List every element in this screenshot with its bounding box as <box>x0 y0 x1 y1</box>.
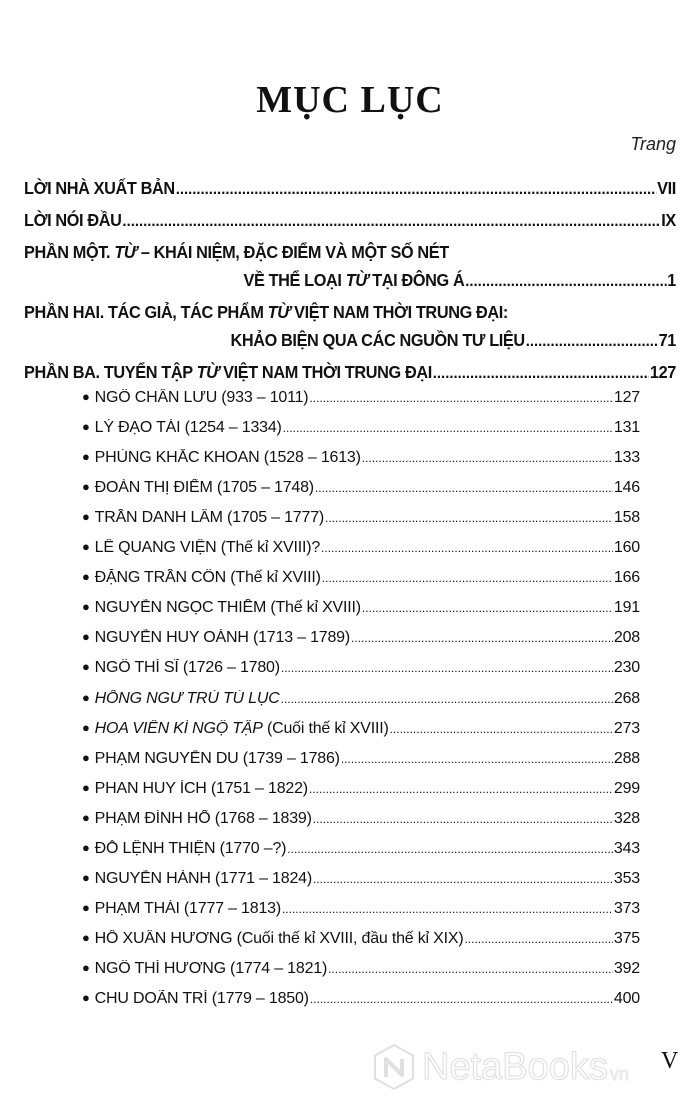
bullet-icon: ● <box>82 599 90 615</box>
toc-entry-label <box>82 479 314 497</box>
toc-entry-name: PHẠM NGUYỄN DU (1739 – 1786) <box>94 749 340 767</box>
toc-entry-name: PHÙNG KHẮC KHOAN (1528 – 1613) <box>94 449 361 467</box>
toc-page-number: 353 <box>613 869 640 887</box>
toc-entry-name: NGUYỄN HUY OÁNH (1713 – 1789) <box>94 629 350 647</box>
bullet-icon: ● <box>82 929 90 945</box>
dot-leader <box>176 181 656 199</box>
toc-page-number: 343 <box>613 839 640 857</box>
toc-entry-name: NGUYỄN NGỌC THIỀM (Thế kỉ XVIII) <box>94 599 361 617</box>
toc-entry-label <box>82 960 327 978</box>
toc-page-number: 208 <box>613 629 640 647</box>
dot-leader <box>313 812 613 826</box>
toc-page-number: 273 <box>613 719 640 737</box>
toc-section-italic-term: TỪ <box>114 242 137 262</box>
dot-leader <box>351 631 613 645</box>
toc-section-label: PHẦN MỘT. <box>24 242 115 262</box>
toc-section-label: VIỆT NAM THỜI TRUNG ĐẠI: <box>290 302 508 322</box>
toc-entry[interactable] <box>82 840 640 858</box>
toc-page-number: 1 <box>667 270 676 290</box>
toc-section-part-two-line2[interactable] <box>24 330 676 351</box>
toc-entry[interactable] <box>82 539 640 557</box>
toc-page-number: 288 <box>613 749 640 767</box>
bullet-icon: ● <box>82 869 90 885</box>
bullet-icon: ● <box>82 479 90 495</box>
bullet-icon: ● <box>82 899 90 915</box>
bullet-icon: ● <box>82 659 90 675</box>
page-title: MỤC LỤC <box>256 79 444 121</box>
toc-entry-name: TRẦN DANH LÂM (1705 – 1777) <box>94 509 325 527</box>
toc-entry[interactable] <box>82 659 640 677</box>
toc-section-label-text: TẠI ĐÔNG Á <box>368 270 465 290</box>
toc-entry-label <box>82 449 361 467</box>
dot-leader <box>526 333 658 351</box>
toc-entry[interactable] <box>82 870 640 888</box>
dot-leader <box>281 692 613 706</box>
toc-entry-label <box>82 419 282 437</box>
toc-section-part-one-line2[interactable] <box>24 270 676 291</box>
toc-entry-label <box>82 659 280 677</box>
dot-leader <box>122 213 660 231</box>
toc-section-part-two-line1[interactable] <box>24 302 508 323</box>
toc-entry-label <box>82 780 308 798</box>
dot-leader <box>322 571 613 585</box>
dot-leader <box>328 962 613 976</box>
toc-entry[interactable] <box>82 750 640 768</box>
bullet-icon: ● <box>82 539 90 555</box>
dot-leader <box>315 481 613 495</box>
toc-section-label <box>24 362 432 383</box>
watermark-brand: NetaBooks <box>422 1045 608 1088</box>
dot-leader <box>309 391 612 405</box>
toc-entry[interactable] <box>82 690 640 708</box>
toc-entry-label <box>82 720 389 738</box>
toc-entry-name: LÊ QUANG VIỆN (Thế kỉ XVIII)? <box>94 539 321 557</box>
toc-page-number: 127 <box>649 362 676 382</box>
toc-section-label: KHẢO BIỆN QUA CÁC NGUỒN TƯ LIỆU <box>230 330 525 350</box>
dot-leader <box>281 661 613 675</box>
toc-entry[interactable] <box>82 449 640 467</box>
dot-leader <box>362 451 613 465</box>
bullet-icon: ● <box>82 509 90 525</box>
toc-page-number: 146 <box>613 479 640 497</box>
watermark <box>372 1043 629 1091</box>
toc-section-italic-term: TỪ <box>345 270 369 290</box>
toc-entry[interactable] <box>82 720 640 738</box>
toc-entry-name: ĐẶNG TRẦN CÔN (Thế kỉ XVIII) <box>94 569 321 587</box>
toc-entry[interactable] <box>82 810 640 828</box>
bullet-icon: ● <box>82 990 90 1005</box>
toc-entry[interactable] <box>82 629 640 647</box>
toc-entry-name: ĐỖ LỆNH THIỆN (1770 –?) <box>94 839 287 857</box>
toc-section-label: LỜI NÓI ĐẦU <box>24 210 122 230</box>
toc-entry-label <box>82 599 361 617</box>
page-number: V <box>661 1048 679 1074</box>
toc-page-number: 131 <box>613 419 640 437</box>
dot-leader <box>313 872 613 886</box>
toc-entry-label <box>82 509 324 527</box>
toc-entry-name: HỒ XUÂN HƯƠNG (Cuối thế kỉ XVIII, đầu thế kỉ XIX) <box>94 929 464 947</box>
toc-section-italic-term: TỪ <box>196 362 219 382</box>
toc-entry-label <box>82 810 312 828</box>
toc-page-number: VII <box>657 178 676 198</box>
dot-leader <box>325 511 613 525</box>
bullet-icon: ● <box>82 809 90 825</box>
bullet-icon: ● <box>82 629 90 645</box>
toc-section-label: – KHÁI NIỆM, ĐẶC ĐIỂM VÀ MỘT SỐ NÉT <box>136 242 449 262</box>
dot-leader <box>309 782 613 796</box>
bullet-icon: ● <box>82 959 90 975</box>
toc-entry-name: LÝ ĐẠO TÁI (1254 – 1334) <box>94 419 282 437</box>
toc-entry-name: (Cuối thế kỉ XVIII) <box>262 719 389 737</box>
netabooks-hex-logo-icon <box>372 1043 416 1091</box>
toc-section-label-text: PHẦN BA. TUYỂN TẬP <box>24 362 197 382</box>
toc-entry[interactable] <box>82 780 640 798</box>
bullet-icon: ● <box>82 779 90 795</box>
toc-page-number: 400 <box>613 990 640 1007</box>
toc-section-part-one-line1[interactable] <box>24 242 449 263</box>
toc-page-number: 373 <box>613 899 640 917</box>
toc-entry-label <box>82 750 340 768</box>
toc-entry-name: PHẠM THÁI (1777 – 1813) <box>94 899 281 917</box>
toc-page-number: 127 <box>613 389 640 406</box>
toc-page-number: 133 <box>613 449 640 467</box>
toc-section-publisher-note[interactable] <box>24 178 676 199</box>
dot-leader <box>465 273 666 291</box>
dot-leader <box>341 752 613 766</box>
toc-section-label: LỜI NHÀ XUẤT BẢN <box>24 178 175 198</box>
page-column-label: Trang <box>630 134 676 154</box>
toc-entry[interactable] <box>82 419 640 437</box>
toc-entry-name: PHẠM ĐÌNH HỔ (1768 – 1839) <box>94 809 312 827</box>
bullet-icon: ● <box>82 449 90 465</box>
toc-entry-name: CHU DOÃN TRÍ (1779 – 1850) <box>94 990 309 1007</box>
watermark-suffix: vn <box>609 1063 629 1084</box>
dot-leader <box>321 541 613 555</box>
toc-section-label-text: VỀ THỂ LOẠI <box>243 270 346 290</box>
toc-entry[interactable] <box>82 599 640 617</box>
toc-page-number: 158 <box>613 509 640 527</box>
bullet-icon: ● <box>82 749 90 765</box>
dot-leader <box>433 365 649 383</box>
toc-entry[interactable] <box>82 569 640 587</box>
toc-entry-label <box>82 870 312 888</box>
toc-page-number: 230 <box>613 659 640 677</box>
toc-section-italic-term: TỪ <box>267 302 291 322</box>
toc-page-number: IX <box>661 210 676 230</box>
toc-entry[interactable] <box>82 990 640 1008</box>
toc-entry-label <box>82 569 321 587</box>
toc-entry-label <box>82 840 286 858</box>
toc-page-number: 191 <box>613 599 640 617</box>
toc-section-label-text: VIỆT NAM THỜI TRUNG ĐẠI <box>218 362 432 382</box>
toc-entry[interactable] <box>82 509 640 527</box>
toc-page-number: 160 <box>613 539 640 557</box>
dot-leader <box>287 842 613 856</box>
dot-leader <box>464 932 612 946</box>
toc-entry-label <box>82 690 280 708</box>
toc-entry-label <box>82 539 320 557</box>
toc-entry-name: ĐOÀN THỊ ĐIỂM (1705 – 1748) <box>94 479 314 497</box>
toc-entry-name: NGUYỄN HÀNH (1771 – 1824) <box>94 869 312 887</box>
bullet-icon: ● <box>82 569 90 585</box>
bullet-icon: ● <box>82 719 90 735</box>
toc-entry-label <box>82 629 350 647</box>
dot-leader <box>362 601 613 615</box>
bullet-icon: ● <box>82 419 90 435</box>
toc-entry-name: NGÔ THÌ SĨ (1726 – 1780) <box>94 659 280 677</box>
dot-leader <box>310 992 613 1006</box>
toc-entry[interactable] <box>82 930 640 948</box>
dot-leader <box>390 722 613 736</box>
toc-section-label <box>24 270 464 291</box>
toc-entry-name: NGÔ THÌ HƯƠNG (1774 – 1821) <box>94 959 328 977</box>
toc-entry-label <box>82 990 309 1008</box>
toc-entry-italic-title: HOA VIÊN KÌ NGỘ TẬP <box>94 719 263 737</box>
toc-page-number: 299 <box>613 779 640 797</box>
toc-section-part-three[interactable] <box>24 362 676 383</box>
toc-entry-label <box>82 900 281 918</box>
toc-entry-name: NGÔ CHÂN LƯU (933 – 1011) <box>94 389 309 406</box>
bullet-icon: ● <box>82 689 90 705</box>
toc-entry[interactable] <box>82 479 640 497</box>
toc-entry-name: PHAN HUY ÍCH (1751 – 1822) <box>94 779 308 797</box>
dot-leader <box>283 421 613 435</box>
toc-entry[interactable] <box>82 960 640 978</box>
toc-entry-label <box>82 930 463 948</box>
toc-entry[interactable] <box>82 389 640 407</box>
toc-page-number: 375 <box>613 929 640 947</box>
toc-entry-label <box>82 389 308 407</box>
toc-page-number: 268 <box>613 689 640 707</box>
toc-page-number: 392 <box>613 959 640 977</box>
toc-page-number: 328 <box>613 809 640 827</box>
bullet-icon: ● <box>82 389 90 404</box>
toc-entry[interactable] <box>82 900 640 918</box>
toc-entry-italic-title: HỒNG NGƯ TRÚ TÚ LỤC <box>94 689 280 707</box>
toc-section-preface[interactable] <box>24 210 676 231</box>
dot-leader <box>282 902 613 916</box>
toc-section-label: PHẦN HAI. TÁC GIẢ, TÁC PHẨM <box>24 302 268 322</box>
toc-page-number: 71 <box>658 330 676 350</box>
bullet-icon: ● <box>82 839 90 855</box>
toc-page-number: 166 <box>613 569 640 587</box>
